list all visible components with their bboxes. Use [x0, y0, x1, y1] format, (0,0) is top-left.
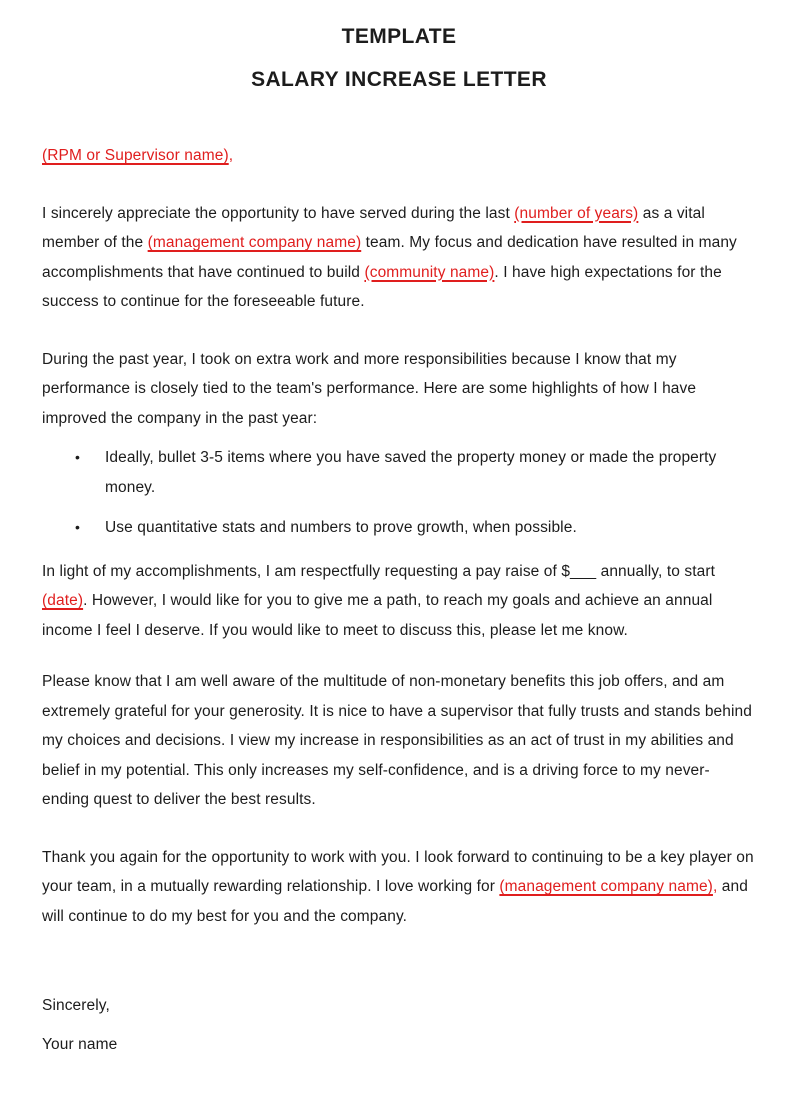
text-run: I sincerely appreciate the opportunity to have served during the last	[42, 204, 515, 222]
paragraph-highlights-intro	[42, 345, 756, 434]
text-run: Thank you again for the opportunity to work with you. I look forward to continuing to be a key player on your team, in a mutually rewarding relationship. I love working for	[42, 848, 754, 895]
closing-salutation: Sincerely,	[42, 997, 110, 1014]
paragraph-gratitude	[42, 667, 756, 815]
text-run: Please know that I am well aware of the multitude of non-monetary benefits this job offers, and am extremely grateful for your generosity. It is nice to have a supervisor that fully trusts and stands behind my choices and decisions. I view my increase in responsibilities as an act of trust in my abilities and belief in my potential. This only increases my self-confidence, and is a driving force to my never-ending quest to deliver the best results.	[42, 673, 752, 808]
salutation	[42, 141, 756, 171]
bullet-icon: •	[75, 449, 81, 465]
text-run: as a vital member of the	[42, 204, 705, 251]
list-item	[75, 513, 756, 543]
paragraph-raise-request	[42, 557, 756, 646]
text-run: . I have high expectations for the success to continue for the foreseeable future.	[42, 263, 722, 310]
list-item-text: Ideally, bullet 3-5 items where you have saved the property money or made the property money.	[105, 449, 717, 496]
placeholder-field: ,	[712, 878, 718, 895]
text-run: team. My focus and dedication have resulted in many accomplishments that have continued to build	[42, 234, 737, 281]
text-run: In light of my accomplishments, I am respectfully requesting a pay raise of $___ annually, to start	[42, 562, 715, 580]
document-header	[42, 24, 756, 93]
document-title-line2: SALARY INCREASE LETTER	[251, 68, 547, 91]
placeholder-field: ,	[228, 147, 234, 164]
text-run: . However, I would like for you to give me a path, to reach my goals and achieve an annual income I feel I deserve. If you would like to meet to discuss this, please let me know.	[42, 592, 713, 639]
paragraph-thanks	[42, 843, 756, 932]
bullet-icon: •	[75, 519, 81, 535]
list-item-text: Use quantitative stats and numbers to prove growth, when possible.	[105, 519, 577, 536]
list-item	[75, 443, 756, 502]
text-run: and will continue to do my best for you and the company.	[42, 878, 748, 925]
text-run: During the past year, I took on extra work and more responsibilities because I know that my performance is closely tied to the team's performance. Here are some highlights of how I have improved the company in the past year:	[42, 350, 697, 427]
placeholder-field: (RPM or Supervisor name)	[42, 147, 229, 164]
highlights-list	[42, 443, 756, 543]
placeholder-field: (number of years)	[514, 204, 639, 222]
placeholder-field: (community name)	[364, 263, 495, 281]
signature-name: Your name	[42, 1035, 118, 1053]
placeholder-field: (date)	[42, 592, 84, 609]
paragraph-service-appreciation	[42, 199, 756, 317]
placeholder-field: (management company name)	[147, 234, 362, 251]
placeholder-field: (management company name)	[499, 878, 713, 895]
document-title-line1: TEMPLATE	[341, 25, 457, 48]
